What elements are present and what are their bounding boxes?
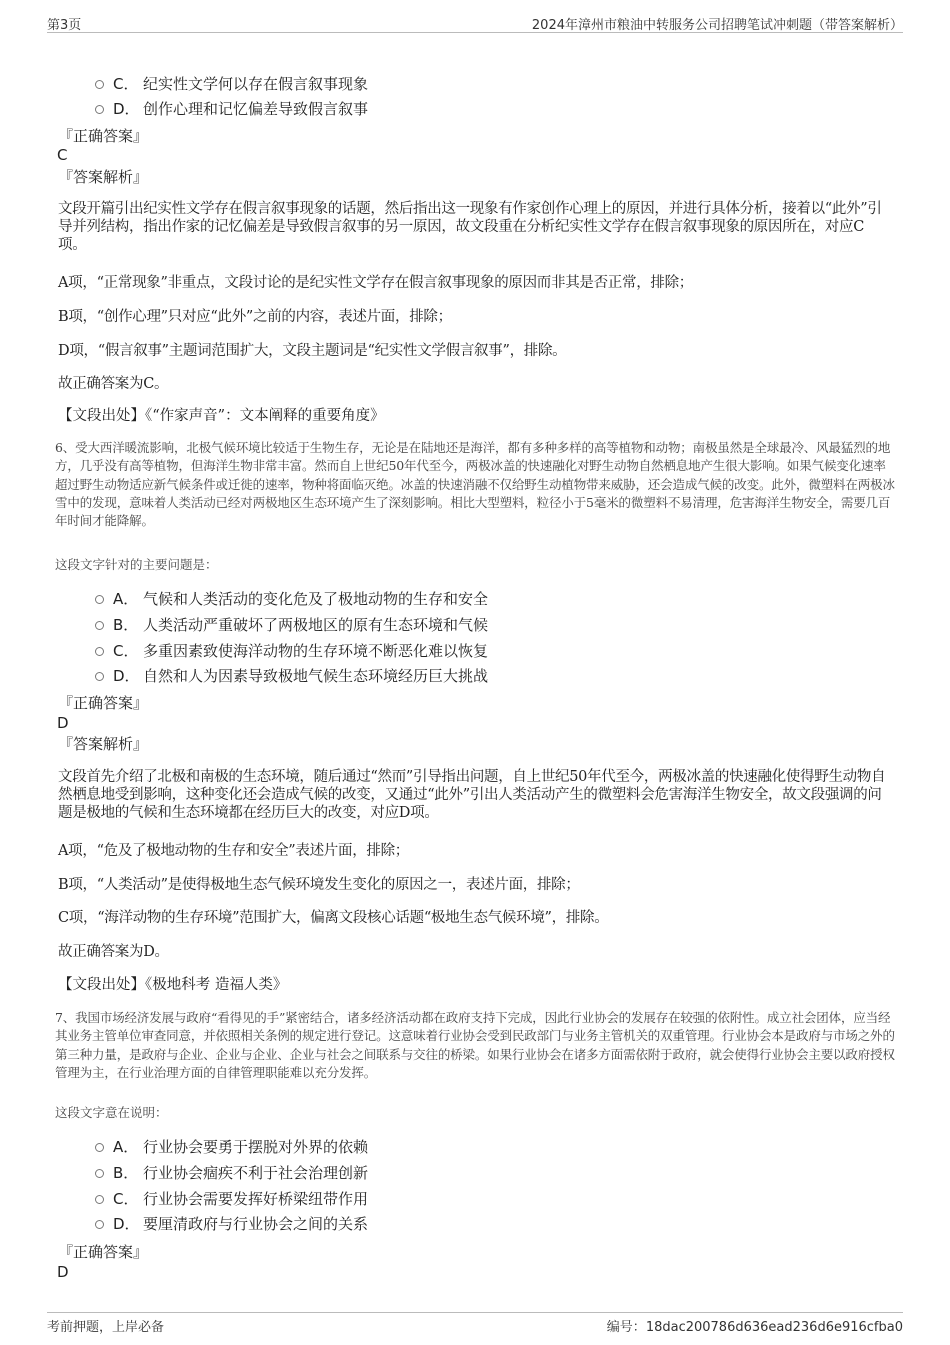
q5-analysis: 文段开篇引出纪实性文学存在假言叙事现象的话题，然后指出这一现象有作家创作心理上的原因，并进行具体分析，接着以“此外”引导并列结构，指出作家的记忆偏差是导致假言叙事的另一原因，故文段重在分析纪实性文学存在假言叙事现象的原因所在，对应C项。 [58,201,882,253]
q7-prompt: 这段文字意在说明： [55,1105,168,1120]
radio-icon[interactable] [95,595,104,604]
q6-option-d[interactable]: D． 自然和人为因素导致极地气候生态环境经历巨大挑战 [95,666,488,686]
footer-code [607,1316,903,1335]
page-header [47,12,903,33]
q5-analysis-a: A项，“正常现象”非重点，文段讨论的是纪实性文学存在假言叙事现象的原因而非其是否正常，排除； [58,275,693,291]
q6-analysis: 文段首先介绍了北极和南极的生态环境，随后通过“然而”引导指出问题，自上世纪50年代至今，两极冰盖的快速融化使得野生动物自然栖息地受到影响，这种变化还会造成气候的改变，又通过“此外”引出人类活动产生的微塑料会危害海洋生物安全，故文段强调的问题是极地的气候和生态环境都在经历巨大的改变，对应D项。 [58,769,886,821]
q6-analysis-c: C项，“海洋动物的生存环境”范围扩大，偏离文段核心话题“极地生态气候环境”，排除。 [58,910,609,926]
q5-answer-label: 『正确答案』 [58,127,149,145]
q6-option-b[interactable]: B． 人类活动严重破坏了两极地区的原有生态环境和气候 [95,615,488,635]
q7-option-c[interactable]: C． 行业协会需要发挥好桥梁纽带作用 [95,1189,368,1209]
q6-option-a[interactable]: A． 气候和人类活动的变化危及了极地动物的生存和安全 [95,589,488,609]
q7-answer-label: 『正确答案』 [58,1243,149,1261]
q5-option-d[interactable]: D． 创作心理和记忆偏差导致假言叙事 [95,99,368,119]
q6-analysis-label: 『答案解析』 [58,735,149,753]
radio-icon[interactable] [95,1169,104,1178]
q5-analysis-label: 『答案解析』 [58,168,149,186]
q7-option-a[interactable]: A． 行业协会要勇于摆脱对外界的依赖 [95,1137,368,1157]
q5-conclusion: 故正确答案为C。 [58,376,169,392]
footer-code-label: 编号： [606,1320,646,1335]
q6-prompt: 这段文字针对的主要问题是： [55,557,218,572]
q6-source: 【文段出处】《极地科考 造福人类》 [58,977,288,993]
q6-stem: 6、受大西洋暖流影响，北极气候环境比较适于生物生存，无论是在陆地还是海洋，都有多种多样的高等植物和动物；南极虽然是全球最冷、风最猛烈的地方，几乎没有高等植物，但海洋生物非常丰富。然而自上世纪50年代至今，两极冰盖的快速融化对野生动物自然栖息地产生很大影响。如果气候变化速率超过野生动物适应新气候条件或迁徙的速率，物种将面临灭绝。冰盖的快速消融不仅给野生动植物带来威胁，还会造成气候的改变。此外，微塑料在两极冰雪中的发现，意味着人类活动已经对两极地区生态环境产生了深刻影响。相比大型塑料，粒径小于5毫米的微塑料不易清理，危害海洋生物安全，需要几百年时间才能降解。 [55,440,895,529]
q6-answer-label: 『正确答案』 [58,694,149,712]
q5-source: 【文段出处】《“作家声音”：文本阐释的重要角度》 [58,408,385,424]
radio-icon[interactable] [95,1143,104,1152]
q5-answer: C [57,146,68,164]
q5-option-c[interactable]: C． 纪实性文学何以存在假言叙事现象 [95,74,368,94]
q6-option-c[interactable]: C． 多重因素致使海洋动物的生存环境不断恶化难以恢复 [95,641,488,661]
q5-analysis-d: D项，“假言叙事”主题词范围扩大，文段主题词是“纪实性文学假言叙事”，排除。 [58,343,567,359]
q6-analysis-b: B项，“人类活动”是使得极地生态气候环境发生变化的原因之一，表述片面，排除； [58,877,580,893]
q7-stem: 7、我国市场经济发展与政府“看得见的手”紧密结合，诸多经济活动都在政府支持下完成，因此行业协会的发展存在较强的依附性。成立社会团体，应当经其业务主管单位审查同意，并依照相关条例的规定进行登记。这意味着行业协会受到民政部门与业务主管机关的双重管理。行业协会本是政府与市场之外的第三种力量，是政府与企业、企业与企业、企业与社会之间联系与交往的桥梁。如果行业协会在诸多方面需依附于政府，就会使得行业协会主要以政府授权管理为主，在行业治理方面的自律管理职能难以充分发挥。 [55,1010,895,1080]
q5-analysis-b: B项，“创作心理”只对应“此外”之前的内容，表述片面，排除； [58,309,452,325]
q7-option-b[interactable]: B． 行业协会痼疾不利于社会治理创新 [95,1163,368,1183]
radio-icon[interactable] [95,1195,104,1204]
radio-icon[interactable] [95,1220,104,1229]
radio-icon[interactable] [95,105,104,114]
radio-icon[interactable] [95,647,104,656]
footer-code-value: 18dac200786d636ead236d6e916cfba0 [645,1320,903,1335]
footer-slogan: 考前押题，上岸必备 [47,1320,165,1335]
document-title: 2024年漳州市粮油中转服务公司招聘笔试冲刺题（带答案解析） [531,18,903,33]
q6-conclusion: 故正确答案为D。 [58,944,169,960]
q6-analysis-a: A项，“危及了极地动物的生存和安全”表述片面，排除； [58,843,409,859]
page-number: 第3页 [47,18,82,33]
radio-icon[interactable] [95,621,104,630]
q6-answer: D [57,714,69,732]
radio-icon[interactable] [95,672,104,681]
radio-icon[interactable] [95,80,104,89]
q7-answer: D [57,1263,69,1281]
q7-option-d[interactable]: D． 要厘清政府与行业协会之间的关系 [95,1214,368,1234]
page-footer [47,1312,903,1333]
